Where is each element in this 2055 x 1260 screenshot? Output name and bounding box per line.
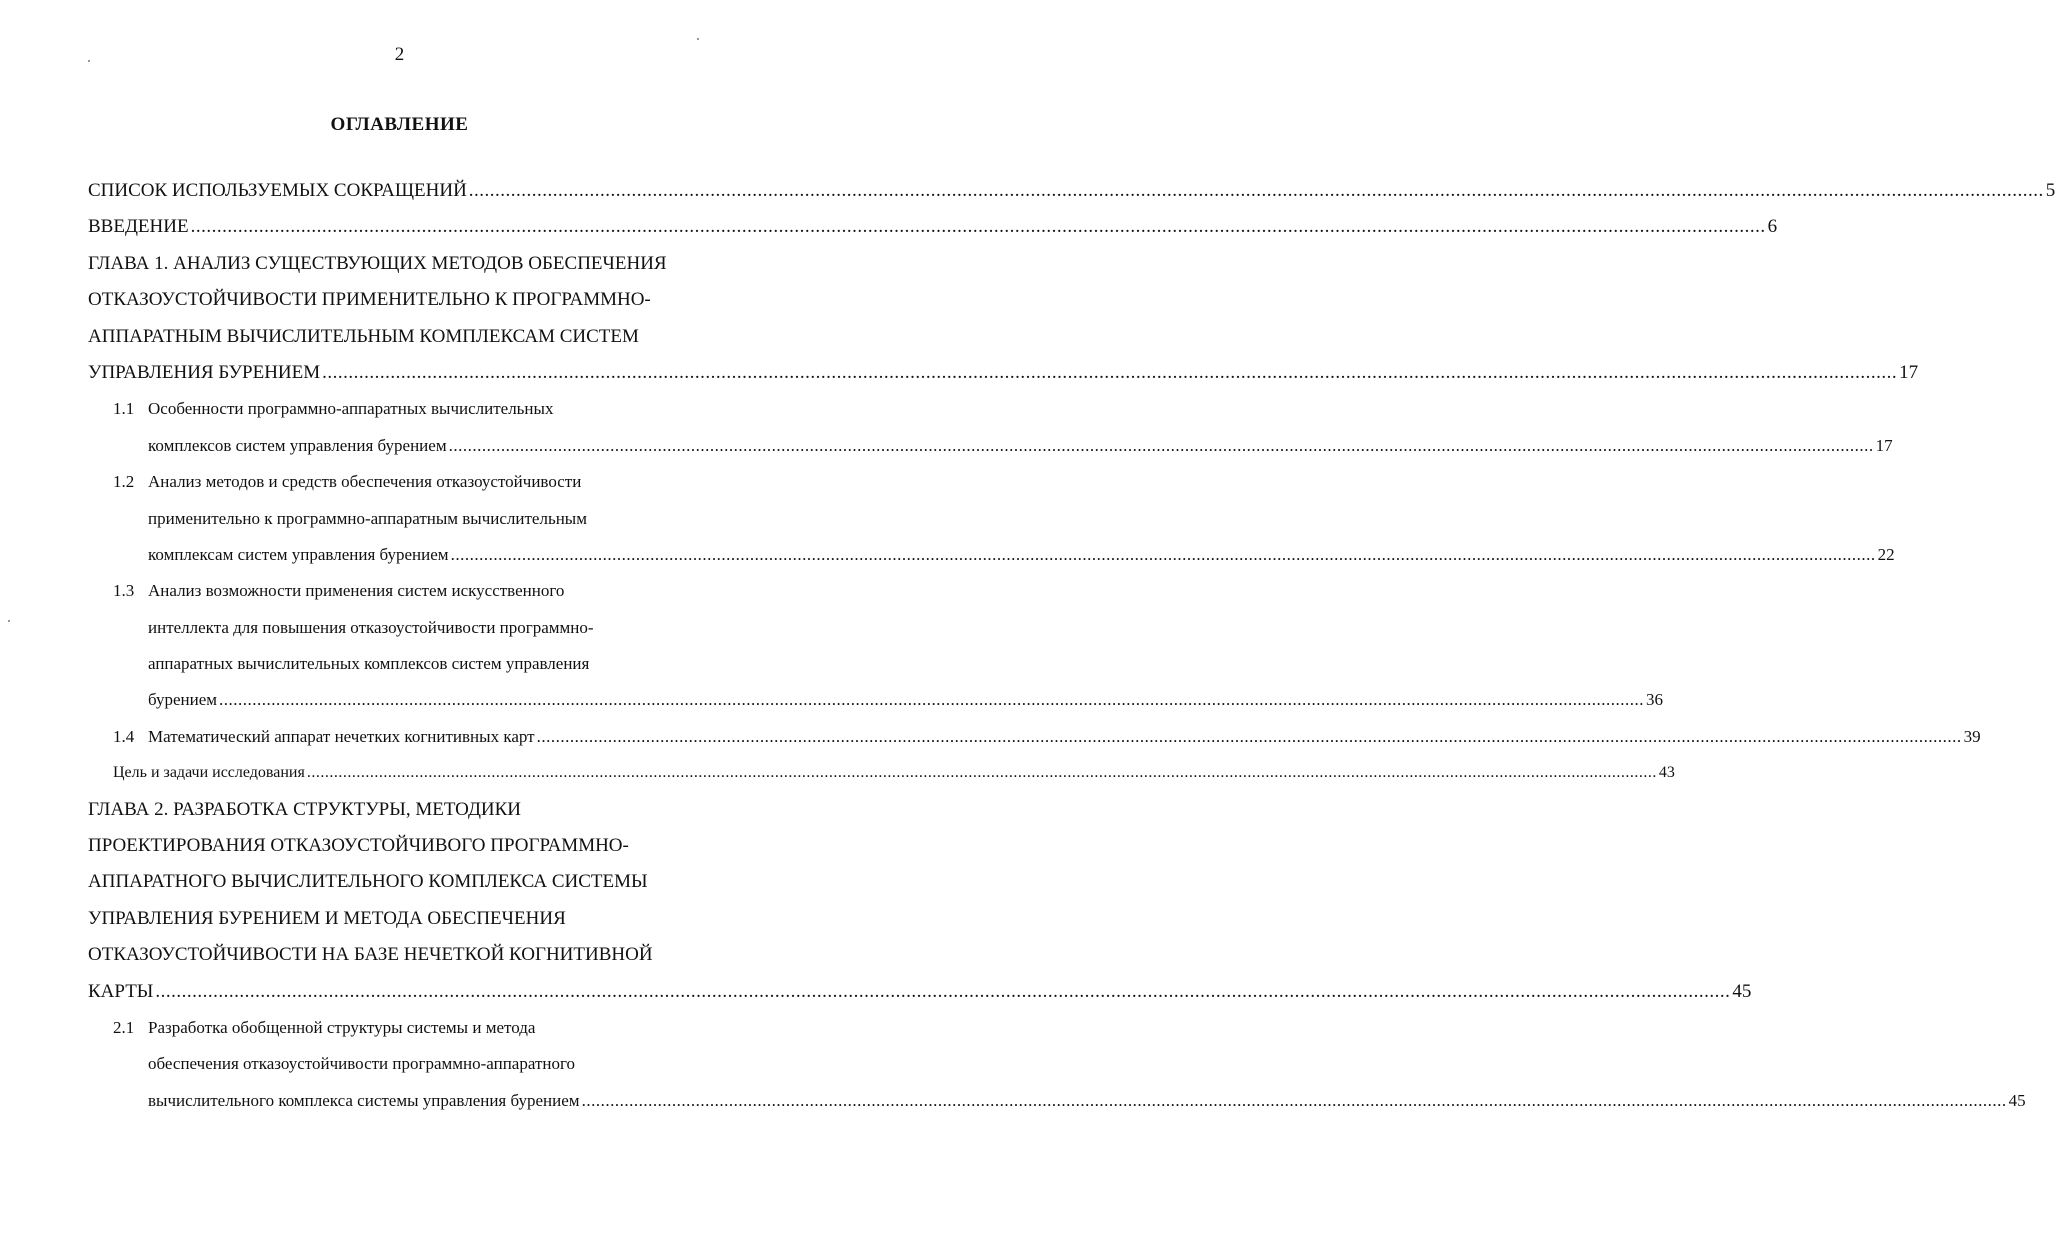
- toc-line-text: ГЛАВА 1. АНАЛИЗ СУЩЕСТВУЮЩИХ МЕТОДОВ ОБЕСПЕЧЕНИЯ: [88, 252, 667, 274]
- page-number: 2: [394, 44, 405, 65]
- toc-entry[interactable]: [88, 391, 1893, 464]
- toc-leader-dots: ............................................................................................................................................................................................................................................................................................................: [219, 690, 1645, 710]
- toc-entry[interactable]: [88, 719, 1981, 755]
- toc-leader-dots: ............................................................................................................................................................................................................................................................................................................: [468, 180, 2044, 201]
- toc-entry-text: [113, 719, 535, 755]
- toc-entry-text: [148, 428, 447, 464]
- toc-page-number: 17: [1899, 361, 1919, 383]
- toc-line: [88, 646, 766, 682]
- toc-line-text: ВВЕДЕНИЕ: [88, 216, 189, 238]
- toc-line-text: Анализ методов и средств обеспечения отказоустойчивости: [148, 472, 582, 492]
- toc-line-text: бурением: [148, 690, 218, 710]
- toc-line: [88, 864, 766, 900]
- toc-line: [88, 610, 766, 646]
- toc-entry-text: [148, 537, 449, 573]
- toc-leader-dots: ............................................................................................................................................................................................................................................................................................................: [536, 726, 1962, 746]
- toc-page-number: 45: [1732, 980, 1752, 1002]
- toc-line-text: аппаратных вычислительных комплексов систем управления: [148, 654, 590, 674]
- toc-line: [88, 173, 2055, 209]
- toc-line: [88, 209, 1778, 245]
- toc-entry[interactable]: [88, 209, 1778, 245]
- toc-entry-text: [113, 399, 553, 418]
- toc-line: [88, 282, 766, 318]
- toc-line-text: ОТКАЗОУСТОЙЧИВОСТИ НА БАЗЕ НЕЧЕТКОЙ КОГНИТИВНОЙ: [88, 944, 653, 966]
- toc-entry-number: 1.3: [113, 581, 135, 601]
- toc-entry-text: [88, 871, 648, 892]
- toc-page-number: 22: [1877, 544, 1895, 564]
- toc-line-text: Особенности программно-аппаратных вычислительных: [148, 399, 554, 419]
- toc-page-number: 5: [2045, 180, 2055, 201]
- toc-line-text: СПИСОК ИСПОЛЬЗУЕМЫХ СОКРАЩЕНИЙ: [88, 180, 467, 201]
- toc-line-text: комплексам систем управления бурением: [148, 544, 449, 564]
- toc-leader-dots: ............................................................................................................................................................................................................................................................................................................: [581, 1090, 2007, 1110]
- toc-line: [88, 355, 1919, 391]
- table-of-contents: [88, 173, 2055, 1119]
- toc-entry-text: [148, 1054, 575, 1073]
- toc-line: [88, 828, 766, 864]
- toc-line-text: Цель и задачи исследования: [113, 764, 305, 782]
- toc-leader-dots: ............................................................................................................................................................................................................................................................................................................: [155, 980, 1731, 1002]
- toc-entry-text: [88, 173, 467, 209]
- toc-entry-number: 2.1: [113, 1017, 135, 1037]
- toc-entry-text: [113, 472, 581, 491]
- toc-entry-text: [88, 799, 521, 820]
- toc-line: [88, 537, 1895, 573]
- toc-entry-text: [148, 509, 587, 528]
- toc-page-number: 39: [1963, 726, 1981, 746]
- toc-line-text: обеспечения отказоустойчивости программно-аппаратного: [148, 1054, 576, 1074]
- toc-entry[interactable]: [88, 792, 1752, 1010]
- toc-page-number: 6: [1767, 216, 1778, 238]
- toc-line: [88, 246, 766, 282]
- toc-line: [88, 937, 766, 973]
- toc-entry-text: [88, 944, 653, 965]
- toc-line-text: вычислительного комплекса системы управления бурением: [148, 1090, 580, 1110]
- toc-line: [88, 501, 766, 537]
- toc-entry-text: [113, 581, 564, 600]
- toc-line: [88, 391, 766, 427]
- toc-entry-text: [88, 209, 189, 245]
- toc-line-text: АППАРАТНОГО ВЫЧИСЛИТЕЛЬНОГО КОМПЛЕКСА СИСТЕМЫ: [88, 871, 648, 893]
- toc-entry-number: 1.2: [113, 472, 135, 492]
- toc-line: [88, 792, 766, 828]
- toc-entry[interactable]: [88, 173, 2055, 209]
- toc-line: [88, 974, 1752, 1010]
- toc-line-text: Математический аппарат нечетких когнитивных карт: [148, 726, 535, 746]
- toc-line-text: ГЛАВА 2. РАЗРАБОТКА СТРУКТУРЫ, МЕТОДИКИ: [88, 798, 522, 820]
- toc-line-text: Разработка обобщенной структуры системы и метода: [148, 1017, 536, 1037]
- toc-entry-text: [88, 908, 566, 929]
- toc-leader-dots: ............................................................................................................................................................................................................................................................................................................: [190, 216, 1766, 238]
- toc-line-text: применительно к программно-аппаратным вычислительным: [148, 508, 587, 528]
- toc-title: ОГЛАВЛЕНИЕ: [330, 114, 469, 135]
- toc-entry-text: [113, 755, 305, 791]
- toc-line: [88, 428, 1893, 464]
- toc-entry-text: [148, 654, 589, 673]
- toc-entry-text: [88, 974, 153, 1010]
- toc-line-text: УПРАВЛЕНИЯ БУРЕНИЕМ: [88, 361, 321, 383]
- toc-page-number: 17: [1875, 435, 1893, 455]
- toc-leader-dots: ............................................................................................................................................................................................................................................................................................................: [306, 764, 1657, 782]
- toc-entry[interactable]: [88, 573, 1664, 719]
- toc-line-text: интеллекта для повышения отказоустойчивости программно-: [148, 617, 594, 637]
- toc-entry-number: 1.1: [113, 399, 135, 419]
- toc-leader-dots: ............................................................................................................................................................................................................................................................................................................: [448, 435, 1874, 455]
- toc-entry[interactable]: [88, 246, 1919, 392]
- toc-line-text: ОТКАЗОУСТОЙЧИВОСТИ ПРИМЕНИТЕЛЬНО К ПРОГРАММНО-: [88, 289, 651, 311]
- toc-entry-text: [148, 682, 217, 718]
- toc-page-number: 43: [1658, 764, 1675, 782]
- toc-entry-text: [148, 1083, 580, 1119]
- toc-leader-dots: ............................................................................................................................................................................................................................................................................................................: [322, 361, 1898, 383]
- toc-entry-text: [88, 835, 629, 856]
- toc-line: [88, 901, 766, 937]
- toc-line-text: УПРАВЛЕНИЯ БУРЕНИЕМ И МЕТОДА ОБЕСПЕЧЕНИЯ: [88, 907, 566, 929]
- toc-leader-dots: ............................................................................................................................................................................................................................................................................................................: [450, 544, 1876, 564]
- toc-entry-text: [88, 253, 667, 274]
- scan-speck: [697, 38, 699, 40]
- toc-entry-text: [88, 289, 651, 310]
- toc-line: [88, 573, 766, 609]
- toc-entry[interactable]: [88, 1010, 2026, 1119]
- toc-line: [88, 1046, 766, 1082]
- toc-line: [88, 319, 766, 355]
- toc-line: [88, 719, 1981, 755]
- toc-line-text: Анализ возможности применения систем искусственного: [148, 581, 565, 601]
- toc-entry-number: 1.4: [113, 726, 135, 746]
- toc-line-text: ПРОЕКТИРОВАНИЯ ОТКАЗОУСТОЙЧИВОГО ПРОГРАММНО-: [88, 835, 629, 857]
- toc-line: [88, 1083, 2026, 1119]
- toc-line: [88, 464, 766, 500]
- toc-entry-text: [88, 355, 320, 391]
- toc-line-text: комплексов систем управления бурением: [148, 435, 447, 455]
- toc-entry[interactable]: [88, 464, 1895, 573]
- toc-entry-text: [88, 326, 639, 347]
- toc-page-number: 36: [1646, 690, 1664, 710]
- toc-line: [88, 1010, 766, 1046]
- toc-page-number: 45: [2008, 1090, 2026, 1110]
- toc-line: [88, 755, 1675, 791]
- toc-line: [88, 682, 1664, 718]
- toc-entry[interactable]: [88, 755, 1675, 791]
- toc-line-text: АППАРАТНЫМ ВЫЧИСЛИТЕЛЬНЫМ КОМПЛЕКСАМ СИСТЕМ: [88, 325, 639, 347]
- scan-speck: [8, 620, 10, 622]
- toc-line-text: КАРТЫ: [88, 980, 154, 1002]
- toc-entry-text: [148, 618, 594, 637]
- toc-entry-text: [113, 1018, 535, 1037]
- scan-speck: [88, 60, 90, 62]
